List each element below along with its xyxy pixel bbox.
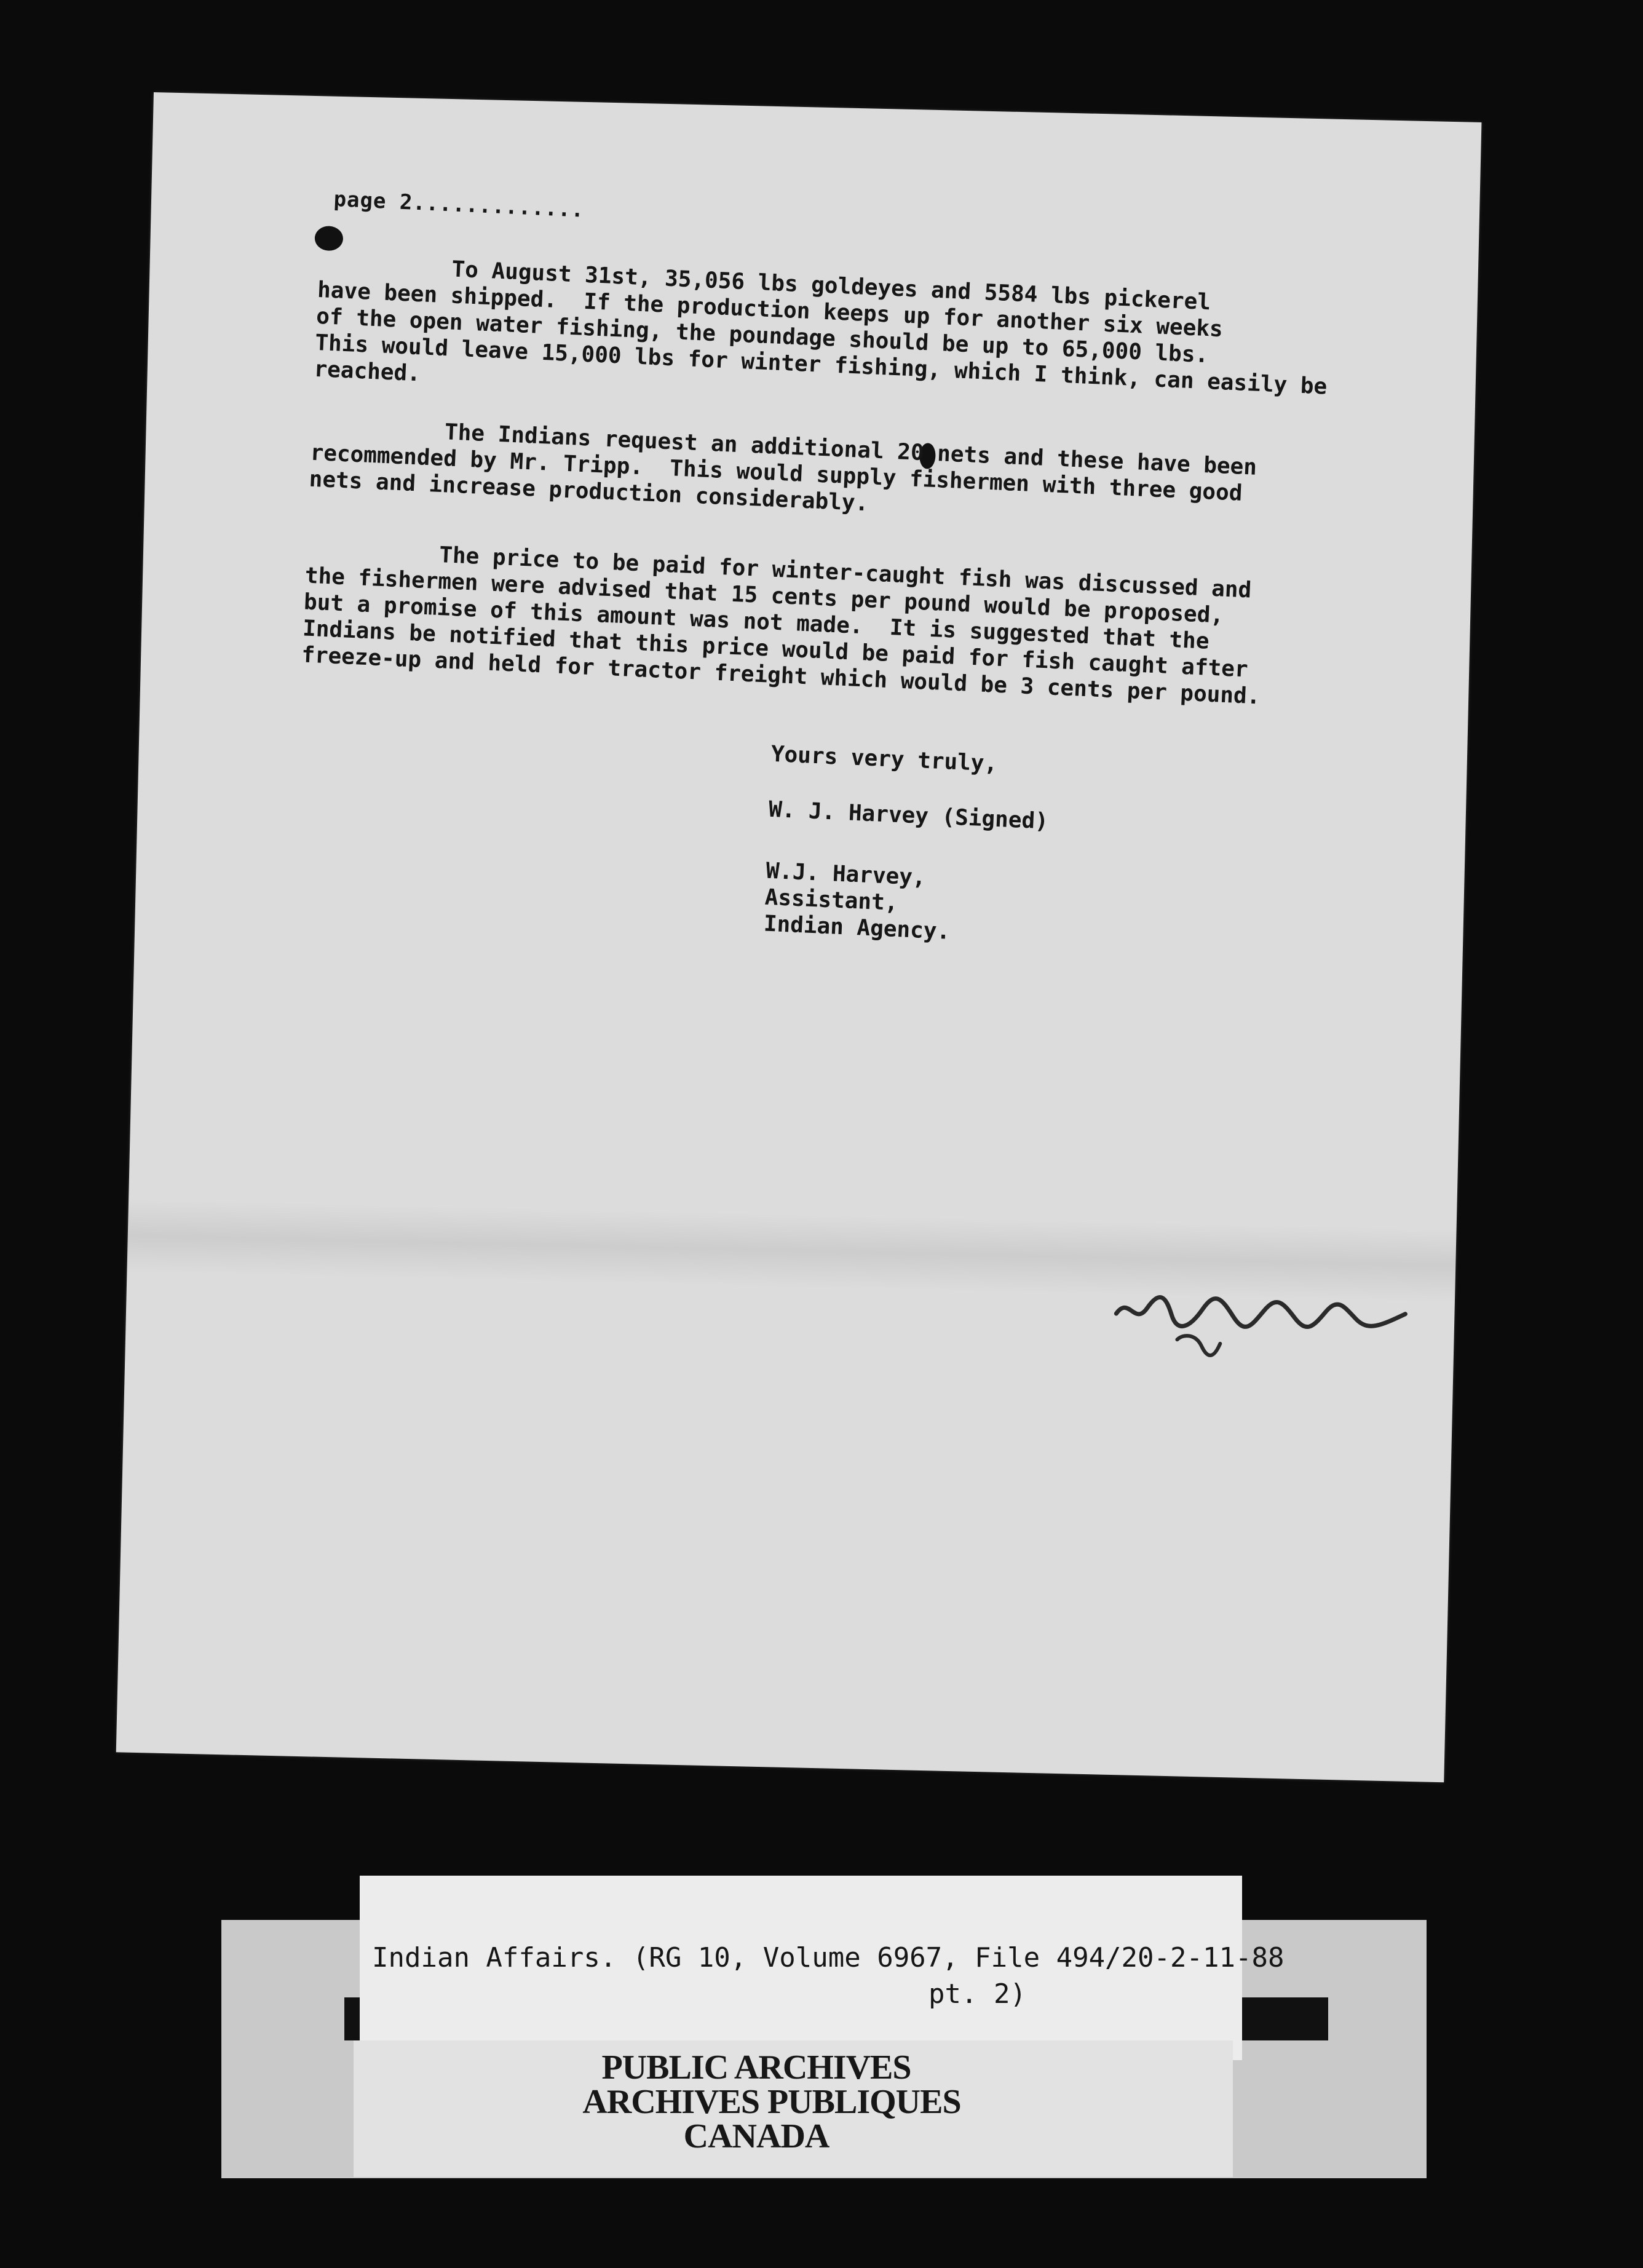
archive-reference: Indian Affairs. (RG 10, Volume 6967, File 494/20-2-11-88	[372, 1942, 1285, 1973]
paragraph-winter-price: The price to be paid for winter-caught fish was discussed and the fishermen were advised that 15 cents per pound would be proposed, but a promise of this amount was not made. It is suggested that the Indians be notified that this price would be paid for fish caught after freeze-up and held for tractor freight which would be 3 cents per pound.	[301, 536, 1261, 710]
stamp-line-english: PUBLIC ARCHIVES	[601, 2048, 911, 2087]
stamp-line-french: ARCHIVES PUBLIQUES	[582, 2083, 961, 2121]
page-header: page 2.............	[333, 186, 585, 223]
paragraph-nets-request: The Indians request an additional 20 nets and these have been recommended by Mr. Tripp. This would supply fishermen with three good nets and increase production considerably.	[308, 413, 1257, 517]
letter-page	[116, 92, 1482, 1782]
signatory-organization: Indian Agency.	[763, 911, 951, 945]
signatory-name: W.J. Harvey,	[765, 858, 927, 890]
archive-reference-card	[360, 1876, 1285, 2060]
signed-line: W. J. Harvey (Signed)	[768, 796, 1049, 835]
archive-reference-part: pt. 2)	[928, 1978, 1026, 2010]
paragraph-shipments: To August 31st, 35,056 lbs goldeyes and 5584 lbs pickerel have been shipped. If the production keeps up for another six weeks of the open water fishing, the poundage should be up to 65,000 lbs. This would leave 15,000 lbs for winter fishing, which I think, can easily be reached.	[313, 250, 1328, 400]
closing-salutation: Yours very truly,	[770, 741, 999, 777]
archives-stamp	[354, 2040, 1233, 2177]
handwritten-annotation	[1109, 1271, 1419, 1376]
letter-body	[81, 92, 1481, 1809]
stamp-line-country: CANADA	[683, 2117, 829, 2155]
signatory-title: Assistant,	[764, 884, 899, 916]
ink-blot	[314, 226, 344, 252]
